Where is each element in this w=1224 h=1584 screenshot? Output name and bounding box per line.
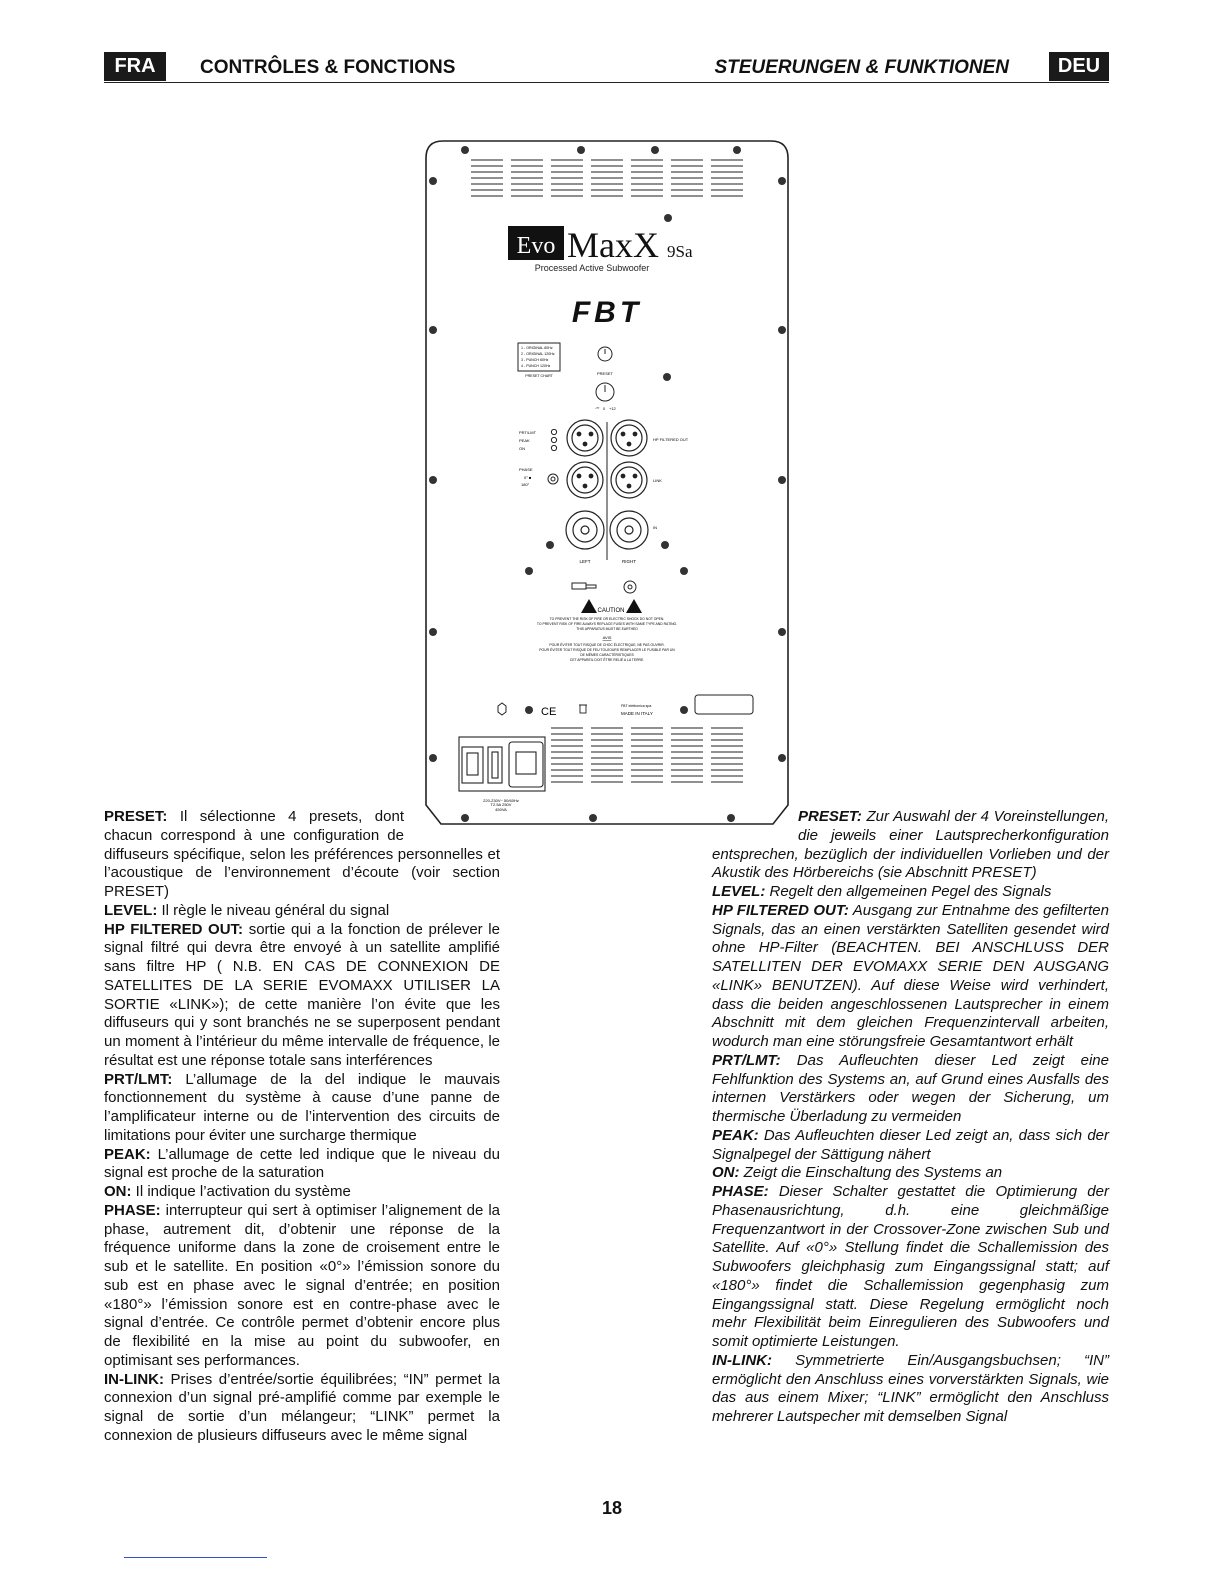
de-item-in-link: [712, 1352, 1109, 1427]
page-header: [104, 52, 1109, 83]
warning-line: POUR ÉVITER TOUT RISQUE DE CHOC ÉLECTRIQUE, NE PAS OUVRIR.: [549, 643, 665, 647]
term: PRT/LMT:: [104, 1070, 173, 1088]
footer-link-line: [124, 1557, 267, 1558]
de-item-prt-lmt: [712, 1052, 1109, 1127]
de-item-peak: [712, 1127, 1109, 1165]
power-rating-line: T2.5A 250V: [490, 802, 512, 807]
german-column: [712, 808, 1109, 1427]
model-suffix: 9Sa: [667, 242, 693, 261]
link-label: LINK: [653, 478, 662, 483]
description: Symmetrierte Ein/Ausgangsbuchsen; “IN” ermöglicht den Anschluss eines vorverstärkten Signals, wie das aus einem Mixer; “LINK” ermöglicht den Anschluss mehrerer Lautspecher mit demselben Signal: [712, 1351, 1109, 1425]
led-label-peak: PEAK: [519, 438, 530, 443]
description: Zeigt die Einschaltung des Systems an: [739, 1164, 1003, 1182]
warning-line: TO PREVENT RISK OF FIRE ALWAYS REPLACE FUSES WITH SAME TYPE AND RATING.: [536, 622, 678, 626]
term: PHASE:: [712, 1183, 769, 1200]
preset-chart-label: PRESET CHART: [525, 374, 553, 378]
description: Ausgang zur Entnahme des gefilterten Signals, das an einen verstärkten Satelliten gesendet wird ohne HP-Filter (BEACHTEN. BEI ANSCHLUSS DER SATELLITEN DER EVOMAXX SERIE DEN AUSGANG «LINK» BENUTZEN). Auf diese Weise wird verhindert, dass die beiden angeschlossenen Lautsprecher in einem Abschnitt mit dem gleichen Frequenzintervall arbeiten, wodurch man eine störungsfreie Gesamtantwort erhält: [712, 901, 1109, 1050]
rear-panel-drawing: [425, 140, 789, 825]
ce-mark: CE: [541, 706, 557, 718]
fr-item-in-link: [104, 1371, 500, 1446]
description: Il règle le niveau général du signal: [157, 901, 390, 919]
warning-line: THIS APPARATUS MUST BE EARTHED: [576, 627, 638, 631]
in-label: IN: [653, 525, 657, 530]
fr-item-level: [104, 902, 500, 921]
description: L’allumage de cette led indique que le niveau du signal est proche de la saturation: [104, 1145, 500, 1182]
description: interrupteur qui sert à optimiser l’alignement de la phase, autrement dit, d’obtenir une réponse de la fréquence uniforme dans la zone de croisement entre le sub et le satellite. En position «0°» l’émission sonore du sub est en phase avec le signal d’entrée; en position «180°» l’émission sonore est en contre-phase avec le signal d’entrée. Ce contrôle permet d’obtenir encore plus de flexibilité en la mise au point du subwoofer, en optimisant ses performances.: [104, 1201, 500, 1369]
avis-label: AVIS: [602, 635, 612, 640]
model-name: MaxX: [567, 225, 659, 265]
description: Il sélectionne 4 presets, dont chacun correspond à une configuration de diffuseurs spécifique, selon les préférences personnelles et l’acoustique de l’environnement d’écoute (voir section PRESET): [104, 808, 500, 900]
term: LEVEL:: [104, 901, 158, 919]
brand-box-text: Evo: [516, 233, 556, 259]
term: PRESET:: [798, 808, 862, 825]
term: ON:: [104, 1183, 132, 1200]
preset-knob-label: PRESET: [596, 371, 614, 376]
level-tick-zero: 0: [603, 406, 606, 411]
fr-item-phase: [104, 1202, 500, 1371]
phase-label: PHASE: [519, 467, 533, 472]
fbt-logo: FBT: [571, 296, 643, 329]
level-tick-min: -∞: [595, 405, 600, 410]
description: Il indique l’activation du système: [131, 1183, 351, 1200]
warning-line: DE MÊMES CARACTÉRISTIQUES: [580, 653, 634, 657]
term: PHASE:: [104, 1201, 161, 1219]
preset-chart-line: 2 - ORIGINAL 120Hz: [521, 352, 555, 356]
term: HP FILTERED OUT:: [104, 920, 244, 938]
led-label-on: ON: [519, 446, 525, 451]
power-rating-line: 450VA: [495, 807, 507, 812]
warning-line: POUR ÉVITER TOUT RISQUE DE FEU TOUJOURS REMPLACER LE FUSIBLE PAR UN: [539, 648, 675, 652]
fr-item-on: [104, 1183, 500, 1202]
preset-chart-line: 1 - ORIGINAL 60Hz: [521, 346, 553, 350]
description: L’allumage de la del indique le mauvais fonctionnement du système à cause d’une panne de l’amplificateur interne ou de l’intervention des circuits de limitations pour éviter une surcharge thermique: [104, 1070, 500, 1144]
warning-line: TO PREVENT THE RISK OF FIRE OR ELECTRIC SHOCK DO NOT OPEN.: [549, 617, 665, 621]
term: HP FILTERED OUT:: [712, 901, 849, 919]
page-number: 18: [601, 1498, 623, 1518]
term: IN-LINK:: [104, 1370, 164, 1388]
led-label-prtlmt: PRT/LMT: [519, 430, 537, 435]
description: Regelt den allgemeinen Pegel des Signals: [765, 883, 1052, 900]
power-rating-line: 220-230V~ 50/60Hz: [483, 798, 519, 803]
section-title-de: STEUERUNGEN & FUNKTIONEN: [714, 57, 1009, 78]
caution-label: CAUTION: [597, 608, 625, 614]
term: ON:: [712, 1164, 740, 1182]
phase-option-0: 0° ■: [524, 475, 532, 480]
term: PRESET:: [104, 808, 168, 825]
term: PEAK:: [712, 1126, 759, 1144]
hp-filtered-out-label: HP FILTERED OUT: [653, 437, 689, 442]
language-tag-deu: DEU: [1049, 52, 1109, 81]
de-item-level: [712, 883, 1109, 902]
warning-line: CET APPAREIL DOIT ÊTRE RELIÉ A LA TERRE.: [569, 658, 645, 662]
description: Zur Auswahl der 4 Voreinstellungen, die jeweils einer Lautsprecherkonfiguration entsprechen, bezüglich der individuellen Vorlieben und der Akustik des Hörbereichs (sie Abschnitt PRESET): [712, 808, 1109, 882]
de-item-hp-filtered-out: [712, 902, 1109, 1052]
product-subtitle: Processed Active Subwoofer: [534, 263, 650, 273]
description: Prises d’entrée/sortie équilibrées; “IN” permet la connexion d’un signal pré-amplifié comme par exemple le signal de sortie d’un mélangeur; “LINK” permet la connexion de plusieurs diffuseurs avec le même signal: [104, 1370, 500, 1444]
de-item-on: [712, 1164, 1109, 1183]
term: PEAK:: [104, 1145, 151, 1163]
language-tag-fra: FRA: [104, 52, 166, 81]
left-channel-label: LEFT: [579, 559, 591, 564]
fr-item-prt-lmt: [104, 1071, 500, 1146]
description: sortie qui a la fonction de prélever le signal filtré qui devra être envoyé à un satellite amplifié sans filtre HP ( N.B. EN CAS DE CONNEXION DE SATELLITES DE LA SERIE EVOMAXX UTILISER LA SORTIE «LINK»); de cette manière l’on évite que les diffuseurs qui y sont branchés ne se superposent pendant un moment à l’intérieur du même intervalle de fréquence, le résultat est une réponse totale sans interférences: [104, 920, 500, 1069]
fr-item-peak: [104, 1146, 500, 1184]
term: IN-LINK:: [712, 1351, 772, 1369]
phase-option-180: 180°: [521, 482, 530, 487]
description: Das Aufleuchten dieser Led zeigt an, dass sich der Signalpegel der Sättigung nähert: [712, 1126, 1109, 1163]
description: Das Aufleuchten dieser Led zeigt eine Fehlfunktion des Systems an, auf Grund eines Ausfalls des internen Verstärkers oder wegen der Sicherung, um thermische Überladung zu vermeiden: [712, 1051, 1109, 1125]
french-column: [104, 808, 500, 1446]
preset-chart-line: 4 - PUNCH 120Hz: [521, 364, 551, 368]
term: LEVEL:: [712, 883, 766, 900]
level-tick-max: +12: [609, 406, 616, 411]
de-item-phase: [712, 1183, 1109, 1352]
section-title-fr: CONTRÔLES & FONCTIONS: [200, 57, 456, 78]
made-in-italy: MADE IN ITALY: [621, 711, 653, 716]
preset-chart-line: 3 - PUNCH 60Hz: [521, 358, 549, 362]
maker-name: FBT elettronica spa: [621, 704, 652, 708]
description: Dieser Schalter gestattet die Optimierung der Phasenausrichtung, d.h. eine gleichmäßige Frequenzantwort in der Crossover-Zone zwischen Sub und Satellite. Auf «0°» Stellung findet die Schallemission des Subwoofers gleichphasig zum Eingangssignal statt; auf «180°» findet die Schallemission gegenphasig zum Eingangssignal statt. Diese Regelung ermöglicht noch mehr Flexibilität beim Einregulieren des Subwoofers und somit optimierte Leistungen.: [712, 1183, 1109, 1350]
fr-item-hp-filtered-out: [104, 921, 500, 1071]
term: PRT/LMT:: [712, 1051, 781, 1069]
right-channel-label: RIGHT: [622, 559, 636, 564]
